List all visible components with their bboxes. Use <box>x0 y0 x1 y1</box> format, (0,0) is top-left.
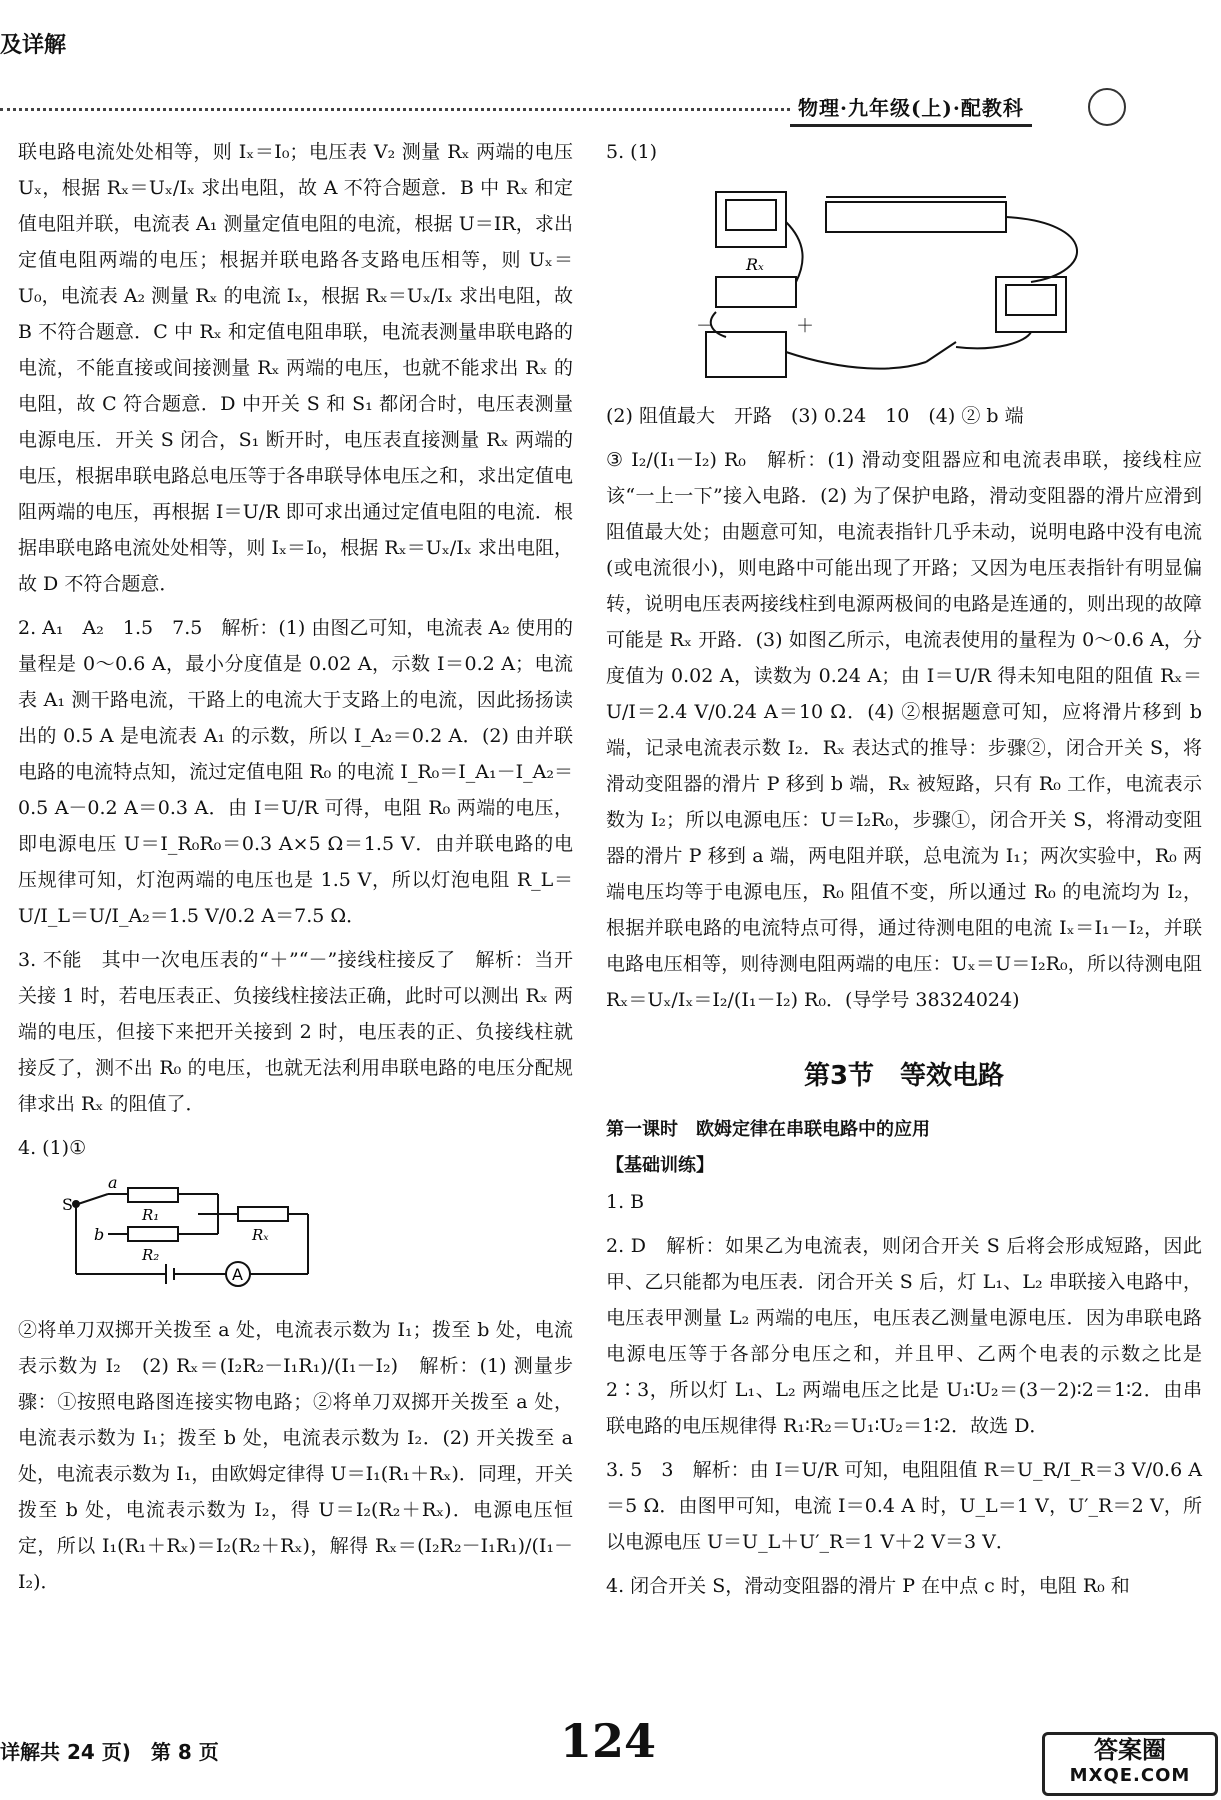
right-answer-2: 2. D 解析：如果乙为电流表，则闭合开关 S 后将会形成短路，因此甲、乙只能都为电压表．闭合开关 S 后，灯 L₁、L₂ 串联接入电路中，电压表甲测量 L₂ 两端的电压，电压表乙测量电源电压．因为串联电路电源电压等于各部分电压之和，并且甲、乙两个电表的示数之比是 2∶3，所以灯 L₁、L₂ 两端电压之比是 U₁∶U₂＝(3－2)∶2＝1∶2．由串联电路的电压规律得 R₁∶R₂＝U₁∶U₂＝1∶2．故选 D． <box>606 1235 1202 1437</box>
left-paragraph-3: 3. 不能 其中一次电压表的“＋”“－”接线柱接反了 解析：当开关接 1 时，若电压表正、负接线柱接法正确，此时可以测出 Rₓ 两端的电压，但接下来把开关接到 2 时，电压表的正、负接线柱就接反了，测不出 R₀ 的电压，也就无法利用串联电路的电压分配规律求出 Rₓ 的阻值了． <box>18 949 573 1115</box>
label-rx-device: Rₓ <box>746 255 764 274</box>
header-left-text: 及详解 <box>0 32 67 58</box>
watermark-top-text: 答案圈 <box>1094 1736 1166 1764</box>
section-title: 第3节 等效电路 <box>803 1061 1005 1091</box>
label-a: a <box>108 1174 118 1192</box>
left-column <box>18 134 573 1608</box>
right-answer-3: 3. 5 3 解析：由 I＝U/R 可知，电阻阻值 R＝U_R/I_R＝3 V/0.6 A＝5 Ω．由图甲可知，电流 I＝0.4 A 时，U_L＝1 V，U′_R＝2 V，所以电源电压 U＝U_L＋U′_R＝1 V＋2 V＝3 V． <box>606 1459 1202 1553</box>
header-book-title: 物理·九年级(上)·配教科 <box>790 92 1032 127</box>
left-paragraph-2: 2. A₁ A₂ 1.5 7.5 解析：(1) 由图乙可知，电流表 A₂ 使用的量程是 0～0.6 A，最小分度值是 0.02 A，示数 I＝0.2 A；电流表 A₁ 测干路电流，干路上的电流大于支路上的电流，因此扬扬读出的 0.5 A 是电流表 A₁ 的示数，所以 I_A₂＝0.2 A．(2) 由并联电路的电流特点知，流过定值电阻 R₀ 的电流 I_R₀＝I_A₁－I_A₂＝0.5 A－0.2 A＝0.3 A．由 I＝U/R 可得，电阻 R₀ 两端的电压，即电源电压 U＝I_R₀R₀＝0.3 A×5 Ω＝1.5 V．由并联电路的电压规律可知，灯泡两端的电压也是 1.5 V，所以灯泡电阻 R_L＝U/I_L＝U/I_A₂＝1.5 V/0.2 A＝7.5 Ω． <box>18 617 573 927</box>
footer-left-text: 详解共 24 页) 第 8 页 <box>0 1740 219 1764</box>
label-r2: R₂ <box>142 1246 160 1264</box>
label-switch: S <box>62 1195 73 1214</box>
circuit-diagram-4 <box>48 1174 348 1294</box>
label-plus: ＋ <box>796 316 814 337</box>
page-number: 124 <box>560 1714 657 1768</box>
right-q5-explanation: ③ I₂/(I₁－I₂) R₀ 解析：(1) 滑动变阻器应和电流表串联，接线柱应该“一上一下”接入电路．(2) 为了保护电路，滑动变阻器的滑片应滑到阻值最大处；由题意可知，电流表指针几乎未动，说明电路中没有电流(或电流很小)，则电路中可能出现了开路；又因为电压表指针有明显偏转，说明电压表两接线柱到电源两极间的电路是连通的，则出现的故障可能是 Rₓ 开路．(3) 如图乙所示，电流表使用的量程为 0～0.6 A，分度值为 0.02 A，读数为 0.24 A；由 I＝U/R 得未知电阻的阻值 Rₓ＝U/I＝2.4 V/0.24 A＝10 Ω．(4) ②根据题意可知，应将滑片移到 b 端，记录电流表示数 I₂．Rₓ 表达式的推导：步骤②，闭合开关 S，将滑动变阻器的滑片 P 移到 b 端，Rₓ 被短路，只有 R₀ 工作，电流表示数为 I₂；所以电源电压：U＝I₂R₀，步骤①，闭合开关 S，将滑动变阻器的滑片 P 移到 a 端，两电阻并联，总电流为 I₁；两次实验中，R₀ 两端电压均等于电源电压，R₀ 阻值不变，所以通过 R₀ 的电流均为 I₂，根据并联电路的电流特点可得，通过待测电阻的电流 Iₓ＝I₁－I₂，并联电路电压相等，则待测电阻两端的电压：Uₓ＝U＝I₂R₀，所以待测电阻 Rₓ＝Uₓ/Iₓ＝I₂/(I₁－I₂) R₀．(导学号 38324024) <box>606 449 1202 1011</box>
resistor-r2 <box>128 1227 178 1241</box>
switch-device <box>926 342 956 362</box>
right-column <box>606 134 1202 1612</box>
resistor-r1 <box>128 1188 178 1202</box>
resistor-rx-device <box>716 277 796 307</box>
left-paragraph-1: 联电路电流处处相等，则 Iₓ＝I₀；电压表 V₂ 测量 Rₓ 两端的电压 Uₓ，根据 Rₓ＝Uₓ/Iₓ 求出电阻，故 A 不符合题意．B 中 Rₓ 和定值电阻并联，电流表 A₁ 测量定值电阻的电流，根据 U＝IR，求出定值电阻两端的电压；根据并联电路各支路电压相等，则 Uₓ＝U₀，电流表 A₂ 测量 Rₓ 的电流 Iₓ，根据 Rₓ＝Uₓ/Iₓ 求出电阻，故 B 不符合题意．C 中 Rₓ 和定值电阻串联，电流表测量串联电路的电流，不能直接或间接测量 Rₓ 两端的电压，也就不能求出 Rₓ 的电阻，故 C 符合题意．D 中开关 S 和 S₁ 都闭合时，电压表测量电源电压．开关 S 闭合，S₁ 断开时，电压表直接测量 Rₓ 两端的电压，根据串联电路总电压等于各串联导体电压之和，求出定值电阻两端的电压，再根据 I＝U/R 即可求出通过定值电阻的电流．根据串联电路电流处处相等，则 Iₓ＝I₀，根据 Rₓ＝Uₓ/Iₓ 求出电阻，故 D 不符合题意． <box>18 141 573 595</box>
lesson-title: 第一课时 欧姆定律在串联电路中的应用 <box>606 1119 930 1140</box>
right-q5-heading: 5. (1) <box>606 141 658 163</box>
page-footer <box>0 1714 1221 1792</box>
switch-lever <box>78 1194 108 1204</box>
label-ammeter: A <box>232 1265 243 1284</box>
label-rx: Rₓ <box>252 1226 269 1244</box>
label-b: b <box>94 1225 105 1244</box>
label-minus: － <box>696 316 714 337</box>
page-header <box>0 0 1221 120</box>
experiment-apparatus-figure <box>676 182 1221 382</box>
rheostat-device <box>826 202 1006 232</box>
right-answer-1: 1. B <box>606 1191 645 1213</box>
right-q5-answer: (2) 阻值最大 开路 (3) 0.24 10 (4) ② b 端 <box>606 405 1024 427</box>
right-answer-4: 4. 闭合开关 S，滑动变阻器的滑片 P 在中点 c 时，电阻 R₀ 和 <box>606 1575 1130 1597</box>
left-paragraph-4-heading: 4. (1)① <box>18 1137 87 1159</box>
left-paragraph-5: ②将单刀双掷开关拨至 a 处，电流表示数为 I₁；拨至 b 处，电流表示数为 I₂ (2) Rₓ＝(I₂R₂－I₁R₁)/(I₁－I₂) 解析：(1) 测量步骤：①按照电路图连接实物电路；②将单刀双掷开关拨至 a 处，电流表示数为 I₁；拨至 b 处，电流表示数为 I₂．(2) 开关拨至 a 处，电流表示数为 I₁，由欧姆定律得 U＝I₁(R₁＋Rₓ)．同理，开关拨至 b 处，电流表示数为 I₂，得 U＝I₂(R₂＋Rₓ)．电源电压恒定，所以 I₁(R₁＋Rₓ)＝I₂(R₂＋Rₓ)，解得 Rₓ＝(I₂R₂－I₁R₁)/(I₁－I₂)． <box>18 1319 573 1593</box>
label-r1: R₁ <box>142 1206 160 1224</box>
basic-training-tag: 【基础训练】 <box>606 1155 714 1176</box>
header-dotted-divider <box>0 108 790 115</box>
resistor-rx <box>238 1207 288 1221</box>
battery-device <box>706 332 786 377</box>
watermark-logo <box>1042 1732 1218 1796</box>
book-logo-icon <box>1088 88 1126 126</box>
watermark-bottom-text: MXQE.COM <box>1069 1765 1191 1786</box>
